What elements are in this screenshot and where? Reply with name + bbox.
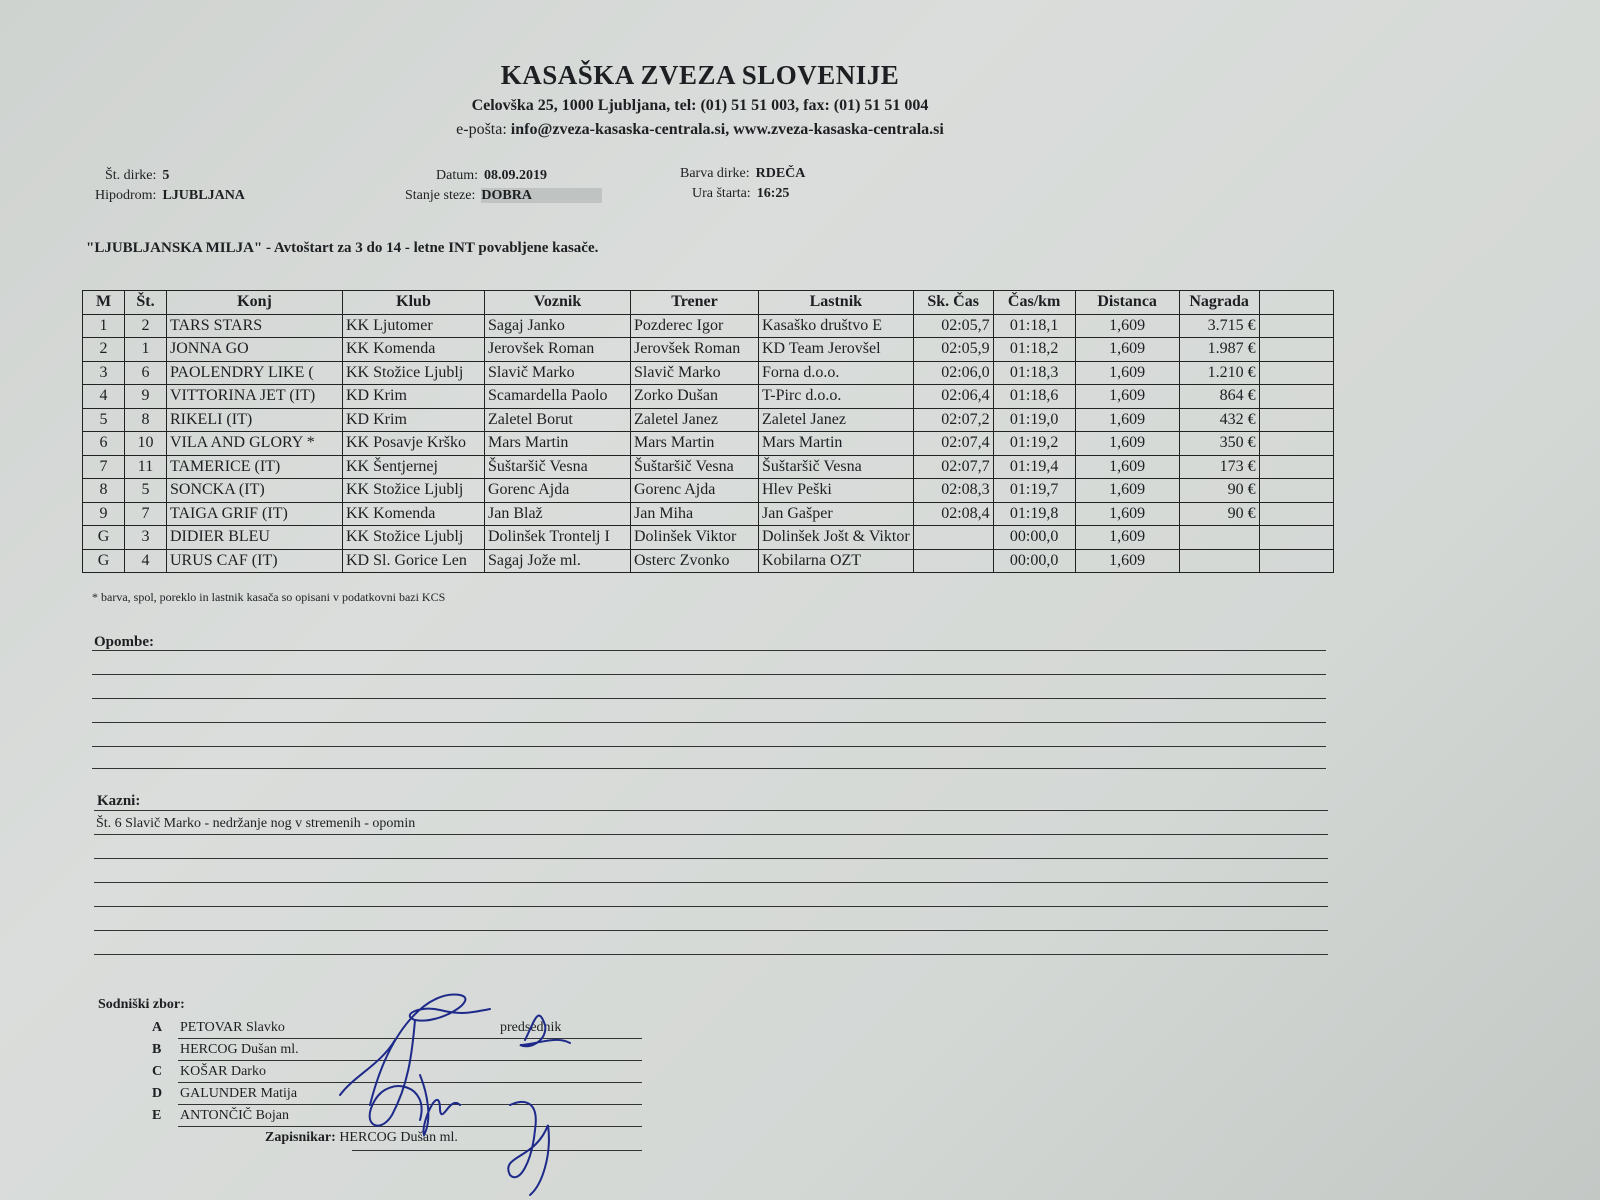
- column-header: Konj: [167, 291, 343, 315]
- table-cell: 4: [125, 549, 167, 573]
- table-cell: Slavič Marko: [485, 361, 631, 385]
- remarks-line: [92, 768, 1326, 769]
- table-cell: Sagaj Janko: [485, 314, 631, 338]
- table-cell: KK Komenda: [343, 502, 485, 526]
- table-cell: [913, 549, 993, 573]
- table-cell: Zaletel Janez: [759, 408, 914, 432]
- penalties-line: [94, 858, 1328, 859]
- table-cell: 11: [125, 455, 167, 479]
- column-header: Št.: [125, 291, 167, 315]
- table-cell: 02:06,4: [913, 385, 993, 409]
- track-value: LJUBLJANA: [162, 188, 245, 203]
- table-cell: 02:06,0: [913, 361, 993, 385]
- table-cell: KD Sl. Gorice Len: [343, 549, 485, 573]
- table-cell-empty: [1259, 526, 1333, 550]
- table-cell: Zaletel Borut: [485, 408, 631, 432]
- signature-stroke: [520, 1016, 570, 1047]
- table-row: [83, 338, 1334, 362]
- table-cell: TAIGA GRIF (IT): [167, 502, 343, 526]
- table-cell: Zorko Dušan: [631, 385, 759, 409]
- table-cell: PAOLENDRY LIKE (: [167, 361, 343, 385]
- table-cell: Forna d.o.o.: [759, 361, 914, 385]
- jury-member-name: KOŠAR Darko: [180, 1064, 266, 1079]
- jury-member: [152, 1042, 299, 1058]
- table-cell: Mars Martin: [631, 432, 759, 456]
- table-cell: 01:19,4: [993, 455, 1075, 479]
- remarks-line: [92, 674, 1326, 675]
- table-cell: Mars Martin: [485, 432, 631, 456]
- table-cell: 7: [125, 502, 167, 526]
- table-cell: 2: [125, 314, 167, 338]
- table-cell: Šuštaršič Vesna: [631, 455, 759, 479]
- table-cell: 1,609: [1075, 502, 1179, 526]
- table-cell: 9: [83, 502, 125, 526]
- remarks-label: Opombe:: [94, 634, 154, 650]
- table-cell-empty: [1259, 432, 1333, 456]
- table-cell: 1,609: [1075, 479, 1179, 503]
- organization-address: Celovška 25, 1000 Ljubljana, tel: (01) 51 51 003, fax: (01) 51 51 004: [471, 97, 929, 114]
- table-cell: 1: [125, 338, 167, 362]
- table-cell: TARS STARS: [167, 314, 343, 338]
- table-cell: Jan Gašper: [759, 502, 914, 526]
- table-cell-empty: [1259, 549, 1333, 573]
- table-cell: G: [83, 526, 125, 550]
- signature-stroke: [508, 1102, 549, 1195]
- table-cell: 2: [83, 338, 125, 362]
- column-header: M: [83, 291, 125, 315]
- table-cell: VITTORINA JET (IT): [167, 385, 343, 409]
- jury-member: [152, 1108, 289, 1124]
- table-cell: 864 €: [1179, 385, 1259, 409]
- email-value: info@zveza-kasaska-centrala.si, www.zveza-kasaska-centrala.si: [510, 121, 944, 138]
- table-cell: 01:19,0: [993, 408, 1075, 432]
- jury-member-key: C: [152, 1064, 163, 1079]
- table-cell-empty: [1259, 361, 1333, 385]
- table-cell: 90 €: [1179, 502, 1259, 526]
- table-cell: 01:19,8: [993, 502, 1075, 526]
- table-cell: 02:08,4: [913, 502, 993, 526]
- remarks-line: [92, 746, 1326, 747]
- table-cell-empty: [1259, 385, 1333, 409]
- table-cell: Gorenc Ajda: [485, 479, 631, 503]
- table-cell: KK Komenda: [343, 338, 485, 362]
- footnote: * barva, spol, poreklo in lastnik kasača so opisani v podatkovni bazi KCS: [92, 590, 446, 604]
- table-cell: TAMERICE (IT): [167, 455, 343, 479]
- table-cell: Jerovšek Roman: [485, 338, 631, 362]
- remarks-line: [92, 650, 1326, 651]
- table-row: [83, 502, 1334, 526]
- table-cell: Scamardella Paolo: [485, 385, 631, 409]
- table-cell: 10: [125, 432, 167, 456]
- table-cell: Kobilarna OZT: [759, 549, 914, 573]
- table-cell: 4: [83, 385, 125, 409]
- table-cell: DIDIER BLEU: [167, 526, 343, 550]
- table-cell: Jan Miha: [631, 502, 759, 526]
- table-cell-empty: [1259, 314, 1333, 338]
- table-cell: 90 €: [1179, 479, 1259, 503]
- table-cell: 1,609: [1075, 408, 1179, 432]
- table-cell: Hlev Peški: [759, 479, 914, 503]
- table-cell: 02:07,2: [913, 408, 993, 432]
- jury-member-key: B: [152, 1042, 162, 1057]
- jury-member-name: HERCOG Dušan ml.: [180, 1042, 299, 1057]
- table-cell: 8: [125, 408, 167, 432]
- table-cell: 1.987 €: [1179, 338, 1259, 362]
- table-cell: 6: [83, 432, 125, 456]
- date-label: Datum:: [436, 168, 478, 183]
- table-cell-empty: [1259, 479, 1333, 503]
- color-label: Barva dirke:: [680, 166, 750, 181]
- chair-label: predsednik: [500, 1020, 562, 1035]
- organization-contact: [0, 121, 1400, 139]
- remarks-line: [92, 698, 1326, 699]
- table-row: [83, 314, 1334, 338]
- start-time: [692, 186, 789, 202]
- email-label: e-pošta:: [456, 121, 507, 138]
- results-table: [82, 290, 1334, 573]
- signature-stroke: [340, 1040, 395, 1095]
- date-value: 08.09.2019: [484, 168, 547, 183]
- table-cell: 432 €: [1179, 408, 1259, 432]
- table-cell: 7: [83, 455, 125, 479]
- table-cell: 1,609: [1075, 526, 1179, 550]
- table-row: [83, 408, 1334, 432]
- table-cell: 02:05,9: [913, 338, 993, 362]
- table-header-row: [83, 291, 1334, 315]
- table-cell: JONNA GO: [167, 338, 343, 362]
- table-cell: KD Krim: [343, 385, 485, 409]
- table-cell-empty: [1259, 455, 1333, 479]
- clerk-label: Zapisnikar:: [265, 1130, 336, 1145]
- start-label: Ura štarta:: [692, 186, 751, 201]
- table-cell: KK Šentjernej: [343, 455, 485, 479]
- table-row: [83, 432, 1334, 456]
- table-cell: Dolinšek Jošt & Viktor: [759, 526, 914, 550]
- signature-stroke: [370, 1020, 422, 1126]
- race-color: [680, 166, 805, 182]
- table-cell: 02:07,7: [913, 455, 993, 479]
- table-cell: 1.210 €: [1179, 361, 1259, 385]
- table-row: [83, 526, 1334, 550]
- jury-member-key: E: [152, 1108, 162, 1123]
- table-cell: 1,609: [1075, 432, 1179, 456]
- penalties-line: [94, 882, 1328, 883]
- table-cell: 3.715 €: [1179, 314, 1259, 338]
- table-cell: Dolinšek Trontelj I: [485, 526, 631, 550]
- jury-member-key: A: [152, 1020, 163, 1035]
- table-cell: 1,609: [1075, 385, 1179, 409]
- table-cell: 1: [83, 314, 125, 338]
- table-cell: Šuštaršič Vesna: [759, 455, 914, 479]
- race-date: [436, 168, 547, 184]
- table-cell: 01:19,2: [993, 432, 1075, 456]
- table-cell: 9: [125, 385, 167, 409]
- jury-member-key: D: [152, 1086, 163, 1101]
- table-cell: 8: [83, 479, 125, 503]
- table-cell: Jerovšek Roman: [631, 338, 759, 362]
- table-cell: 00:00,0: [993, 526, 1075, 550]
- penalties-line: [94, 954, 1328, 955]
- table-cell-empty: [1259, 338, 1333, 362]
- remarks-line: [92, 722, 1326, 723]
- penalties-line: [94, 906, 1328, 907]
- jury-member-name: PETOVAR Slavko: [180, 1020, 285, 1035]
- condition-value: DOBRA: [481, 188, 602, 203]
- column-header: Trener: [631, 291, 759, 315]
- table-cell: 350 €: [1179, 432, 1259, 456]
- table-cell: 3: [83, 361, 125, 385]
- table-cell: 1,609: [1075, 549, 1179, 573]
- table-cell: SONCKA (IT): [167, 479, 343, 503]
- penalties-line: [94, 930, 1328, 931]
- table-cell: [913, 526, 993, 550]
- table-cell: KK Stožice Ljublj: [343, 361, 485, 385]
- table-cell: Šuštaršič Vesna: [485, 455, 631, 479]
- race-number: [105, 168, 169, 184]
- table-row: [83, 385, 1334, 409]
- signatures-image: [320, 985, 640, 1200]
- table-cell: 01:18,1: [993, 314, 1075, 338]
- table-cell: [1179, 549, 1259, 573]
- table-cell: 173 €: [1179, 455, 1259, 479]
- jury-member: [152, 1064, 266, 1080]
- jury-member: [152, 1086, 297, 1102]
- jury-member-name: GALUNDER Matija: [180, 1086, 298, 1101]
- table-cell: KK Stožice Ljublj: [343, 479, 485, 503]
- track-condition: [405, 188, 602, 204]
- table-cell: 1,609: [1075, 455, 1179, 479]
- penalties-label: Kazni:: [97, 793, 141, 809]
- table-cell: KK Posavje Krško: [343, 432, 485, 456]
- penalties-text: Št. 6 Slavič Marko - nedržanje nog v stremenih - opomin: [96, 816, 416, 831]
- jury-label: Sodniški zbor:: [98, 997, 185, 1012]
- table-cell: RIKELI (IT): [167, 408, 343, 432]
- table-cell: Osterc Zvonko: [631, 549, 759, 573]
- organization-name: KASAŠKA ZVEZA SLOVENIJE: [500, 60, 900, 90]
- table-row: [83, 549, 1334, 573]
- column-header: Sk. Čas: [913, 291, 993, 315]
- track: [95, 188, 245, 204]
- condition-label: Stanje steze:: [405, 188, 476, 203]
- table-cell: 01:18,2: [993, 338, 1075, 362]
- column-header: Klub: [343, 291, 485, 315]
- track-label: Hipodrom:: [95, 188, 157, 203]
- table-cell: Pozderec Igor: [631, 314, 759, 338]
- column-header: Lastnik: [759, 291, 914, 315]
- table-cell: 1,609: [1075, 338, 1179, 362]
- table-cell-empty: [1259, 408, 1333, 432]
- table-cell: Zaletel Janez: [631, 408, 759, 432]
- table-cell: Sagaj Jože ml.: [485, 549, 631, 573]
- table-row: [83, 361, 1334, 385]
- column-header: Distanca: [1075, 291, 1179, 315]
- penalties-line: [94, 810, 1328, 811]
- table-cell: 00:00,0: [993, 549, 1075, 573]
- race-title: "LJUBLJANSKA MILJA" - Avtoštart za 3 do 14 - letne INT povabljene kasače.: [86, 240, 599, 256]
- column-header: Nagrada: [1179, 291, 1259, 315]
- jury-member: [152, 1020, 285, 1036]
- jury-member-name: ANTONČIČ Bojan: [180, 1108, 290, 1123]
- clerk-name: HERCOG Dušan ml.: [339, 1130, 458, 1145]
- table-cell: 02:08,3: [913, 479, 993, 503]
- table-cell: 5: [83, 408, 125, 432]
- table-cell: Slavič Marko: [631, 361, 759, 385]
- table-row: [83, 479, 1334, 503]
- column-header: Čas/km: [993, 291, 1075, 315]
- table-cell: 01:18,3: [993, 361, 1075, 385]
- table-cell: 3: [125, 526, 167, 550]
- table-cell: G: [83, 549, 125, 573]
- table-cell: KK Stožice Ljublj: [343, 526, 485, 550]
- table-cell: URUS CAF (IT): [167, 549, 343, 573]
- race-number-label: Št. dirke:: [105, 168, 157, 183]
- table-cell-empty: [1259, 502, 1333, 526]
- start-value: 16:25: [756, 186, 790, 201]
- table-cell: [1179, 526, 1259, 550]
- table-cell: Dolinšek Viktor: [631, 526, 759, 550]
- table-cell: 1,609: [1075, 314, 1179, 338]
- table-cell: Mars Martin: [759, 432, 914, 456]
- table-cell: 5: [125, 479, 167, 503]
- table-cell: 1,609: [1075, 361, 1179, 385]
- table-cell: Kasaško društvo E: [759, 314, 914, 338]
- signature-stroke: [420, 1075, 460, 1135]
- table-cell: VILA AND GLORY *: [167, 432, 343, 456]
- table-cell: 02:07,4: [913, 432, 993, 456]
- column-header: [1259, 291, 1333, 315]
- penalties-line: [94, 834, 1328, 835]
- table-cell: Gorenc Ajda: [631, 479, 759, 503]
- table-cell: 01:18,6: [993, 385, 1075, 409]
- table-row: [83, 455, 1334, 479]
- table-cell: T-Pirc d.o.o.: [759, 385, 914, 409]
- table-cell: KD Team Jerovšel: [759, 338, 914, 362]
- table-cell: Jan Blaž: [485, 502, 631, 526]
- race-number-value: 5: [162, 168, 170, 183]
- color-value: RDEČA: [755, 166, 806, 181]
- table-cell: 02:05,7: [913, 314, 993, 338]
- table-cell: 6: [125, 361, 167, 385]
- table-cell: KD Krim: [343, 408, 485, 432]
- table-cell: 01:19,7: [993, 479, 1075, 503]
- table-cell: KK Ljutomer: [343, 314, 485, 338]
- letterhead: [0, 60, 1400, 139]
- column-header: Voznik: [485, 291, 631, 315]
